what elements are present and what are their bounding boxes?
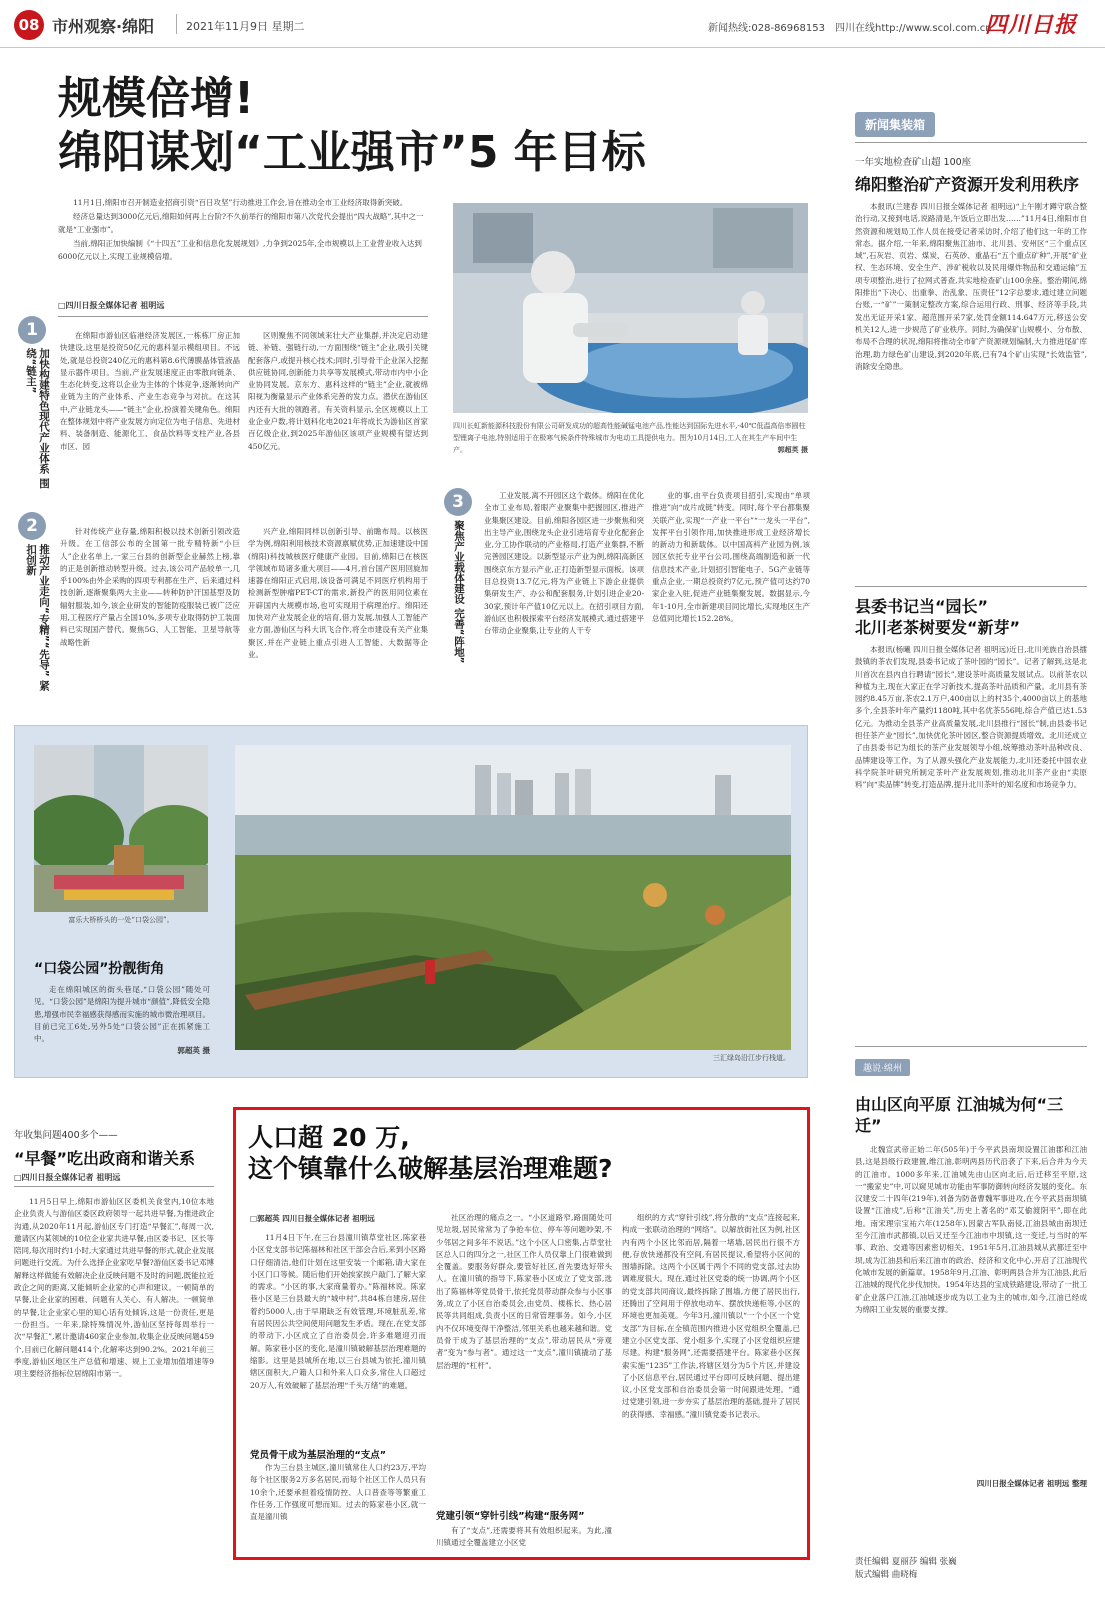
paragraph: 业的事,由平台负责项目招引,实现由“单项推进”向“成片成链”转变。同时,每个平台都集聚关联产业,实现“一产业一平台”“一龙头一平台”,发挥平台引领作用,加快推进形成工业经济增长的新动力和新载体。以中国高科产业园为例,该园区依托专业平台公司,围绕高端制造和新一代信息技术产业,计划招引智能电子、5G产业链等重点企业,一期总投资约7亿元,预产值可达约70家企业入驻,促进产业链集聚发展。数据显示,今年1-10月,全市新建项目同比增长,实现地区生产总值同比增长152.28%。 [652,491,810,623]
grassroots-subhead-1: 党员骨干成为基层治理的“支点” [250,1450,386,1461]
paragraph: 北魏宣武帝正始二年(505年)于今平武县南坝设置江油郡和江油县,这是县级行政建置,维江油,彰明两县历代沿袭了下来,后合并为今天的江油市。1000多年来,江油城先由山区向北后,后迁移至平原,这一“搬家史”中,可以窥见城市功能由军事防御转向经济发展的变化。东汉建安二十四年(219年),刘备为防备曹魏军事进攻,在今平武县南坝镇设置“江油戍”,后称“江油关”,历史上著名的“邓艾偷渡阴平”,即在此地。南宋理宗宝祐六年(1258年),因蒙古军队南侵,江油县城由南坝迁至今江油市武都镇,以后又迁至今江油市中坝镇,这一变迁,与当时的军事、政治、交通等因素密切相关。1951年5月,江油县城从武都迁至中坝,成为江油县和后来江油市的政治、经济和文化中心,开启了江油现代化城市发展的新篇章。1958年9月,江油、彰明两县合并为江油县,此后江油城的现代化步伐加快。1954年达县的宝成铁路建设,带动了一批工矿企业落户江油,江油城逐步成为以工业为主的城市,如今,江油已经成为绵阳工业发展的重要支撑。 [855,1145,1087,1314]
paragraph: 作为三台县主城区,潼川镇常住人口约23万,平均每个社区服务2万多名居民,而每个社区工作人员只有10余个,还要承担着疫情防控、人口普查等等繁重工作任务,工作强度可想而知。过去的陈家巷小区,就一直是潼川镇 [250,1463,426,1522]
pocket-park-text [34,984,210,1064]
paragraph: 兴产业,绵阳同样以创新引导、前瞻布局。以核医学为例,绵阳利用核技术资源禀赋优势,正加速建设中国(绵阳)科技城核医疗健康产业园。目前,绵阳已在核医学领域布局诸多重大项目——4月,首台国产医用回旋加速器在绵阳正式启用,该设备可满足不同医疗机构用于检测新型肿瘤PET-CT的需求,新投产的医用同位素在开辟国内大规模市场,也可实现用于病理治疗。绵阳还加快对产业发展企业的培育,借力发展,加强人工智能产业方面,游仙区与科大讯飞合作,将全市建设有关产业集聚区,并在产业链上重点引进人工智能、大数据等企业。 [248,527,428,659]
park-image [34,745,208,912]
breakfast-byline: □四川日报全媒体记者 祖明远 [14,1173,121,1182]
section1-text-col1 [60,330,240,500]
grassroots-headline-line2: 这个镇靠什么破解基层治理难题? [248,1154,613,1183]
divider [14,1186,214,1187]
lead-paragraphs [58,196,426,264]
paragraph: 组织的方式“穿针引线”,将分散的“支点”连接起来,构成一张联动治理的“网络”。以解放街社区为例,社区内有两个小区比邻而居,隔着一堵墙,居民出行很不方便,存放快递都没有空间,有居民提议,希望将小区间的围墙拆除。这两个小区属于两个不同的党支部,过去协调难度很大。现在,通过社区党委的统一协调,两个小区的党支部共同商议,最终拆除了围墙,方便了居民出行,还腾出了空间用于停放电动车、摆放快递柜等,小区的环境也更加美观。今年3月,潼川镇以“一个小区一个党支部”为目标,在全镇范围内推进小区党组织全覆盖,已建立小区党支部、党小组多个,实现了小区党组织应建尽建。构建“服务网”,还需要搭建平台。陈家巷小区探索实施“1235”工作法,将辖区划分为5个片区,并建设了小区信息平台,居民通过平台即可反映问题、提出建议,小区党支部和自治委员会第一时间跟进处理。“通过党建引领,进一步夯实了基层治理的基础,提升了居民的获得感、幸福感。”潼川镇党委书记表示。 [622,1213,800,1419]
paragraph: 工业发展,离不开园区这个载体。绵阳在优化全市工业布局,着眼产业聚集中把握园区,推进产业集聚区建设。目前,绵阳各园区进一步聚焦和突出主导产业,围绕龙头企业引进培育专业化配套企业,分工协作联动的产业格局,打造产业集群,不断完善园区建设。以新型显示产业为例,绵阳高新区围绕京东方显示产业,正打造新型显示面板。该项目总投资13.7亿元,将为产业链上下游企业提供集研发生产、办公和配套服务,计划引进企业20-30家,预计年产值10亿元以上。在招引项目方面,游仙区也积极探索平台经济发展模式,通过搭建平台带动企业聚集,让专业的人干专 [484,491,644,636]
section3-title: 聚焦产业载体建设 完善“阵地” [453,520,465,664]
paragraph: 11月4日下午,在三台县潼川镇草堂社区,陈家巷小区党支部书记陈福林和社区干部会合后,来到小区路口仔细清洁,他们计划在这里安装一个邮箱,请大家在小区门口等候。随后他们开始挨家挨户敲门,了解大家的需求。“小区的事,大家商量着办。”陈福林说。陈家巷小区是三台县最大的“城中村”,共84栋自建房,居住着约5000人,由于早期缺乏有效管理,环境脏乱差,常有居民因公共空间使用问题发生矛盾。现在,在党支部的带动下,小区成立了自治委员会,许多难题迎刃而解。陈家巷小区的变化,是潼川镇破解基层治理难题的缩影。这里是县城所在地,以三台县城为依托,潼川镇辖区面积大,户籍人口和外来人口众多,常住人口超过20万人,有效破解了基层治理“千头万绪”的难题。 [250,1233,426,1390]
mining-title: 绵阳整治矿产资源开发利用秩序 [855,175,1080,194]
divider [855,1046,1087,1047]
breakfast-kicker: 年收集问题400多个—— [14,1130,118,1141]
masthead [0,0,1105,48]
tea-title: 北川老茶树要发“新芽” [855,618,1021,637]
pocket-park-title: “口袋公园”扮靓街角 [34,961,165,977]
grassroots-col1-b [250,1462,426,1554]
factory-worker-image [453,203,808,413]
paragraph: 在绵阳市游仙区临港经济发展区,一栋栋厂房正加快建设,这里是投资50亿元的惠科显示模组项目。不远处,就是总投资240亿元的惠科第8.6代薄膜晶体管液晶显示器件项目。当前,产业发展速度正由零散向链条、生态化转变,这将以企业为主体的个体竞争,逐渐转向产业链为主的产业体系、产业生态竞争与对抗。在这其中,产业链龙头——“链主”企业,扮演着关键角色。绵阳在整体规划中将产业发展方向定位为电子信息、先进材料、装备制造、能源化工、食品饮料等支柱产业,各县市区、园 [60,331,240,451]
section2-text-col1 [60,526,240,704]
grassroots-subhead-2: 党建引领“穿针引线”构建“服务网” [436,1511,585,1522]
main-headline [58,72,818,180]
grassroots-headline [248,1122,808,1184]
mining-text [855,201,1087,529]
grassroots-col2 [436,1212,612,1496]
mining-kicker: 一年实地检查矿山超 100座 [855,157,972,168]
section1-title: 加快构建特色现代产业体系 围绕“链主” [25,348,50,489]
paragraph: 本报讯(杨曦 四川日报全媒体记者 祖明远)近日,北川羌族自治县擂鼓镇的茶农们发现,县委书记成了茶叶园的“园长”。记者了解到,这是北川首次在县内自行聘请“园长”,建设茶叶高质量发展试点。以前茶农以种植为主,现在大家正在学习新技术,提高茶叶品质和产量。北川县有茶园约8.45万亩,茶农2.1万户,400亩以上的村35个,4000亩以上的基地多个,全县茶叶年产量约1180吨,其中名优茶556吨,综合产值已达1.53亿元。为推动全县茶产业高质量发展,北川县推行“园长”制,由县委书记担任茶产业“园长”,加快优化茶叶园区,整合资源提质增效。北川还成立了由县委书记为组长的茶产业发展领导小组,统筹推动茶叶品种改良、品牌建设等工作。为了从源头强化产业发展能力,北川还委托中国农业科学院茶叶研究所制定茶叶产业发展规划,推动北川茶产业由“卖原料”向“卖品牌”转变,打造品牌,提升北川茶叶的知名度和市场竞争力。 [855,645,1087,790]
section-name: 市州观察·绵阳 [52,17,155,36]
tea-kicker: 县委书记当“园长” [855,597,989,616]
divider [176,14,177,34]
breakfast-text [14,1196,214,1560]
section1-text-col2 [248,330,428,500]
jiangyou-article [855,1056,1087,1489]
grassroots-col2-b [436,1525,612,1555]
newspaper-logo: 四川日报 [985,12,1078,38]
paragraph: 11月5日早上,绵阳市游仙区区委机关食堂内,10位本地企业负责人与游仙区委区政府领导一起共进早餐,为推进政企沟通,从2020年11月起,游仙区专门打造“早餐汇”,每周一次,邀请区内某领域的10位企业家共进早餐,由区委书记、区长等陪同,每次用时约1小时,大家通过共进早餐的形式,就企业发展问题进行交流。为什么选择企业家吃早餐?游仙区委书记邓博解释这样做能有效解决企业反映问题不及时的问题,既能拉近政企之间的距离,又能倾听企业家的心声和建议。一顿简单的早餐,让企业家的困难、问题有人关心、有人解决。一顿简单的早餐,让企业家心里的知心话有处倾诉,这是一份责任,更是一份担当。一年来,除特殊情况外,游仙区坚持每周举行一次“早餐汇”,累计邀请460家企业参加,收集企业反映问题459个,目前已化解问题414个,化解率达到90.2%。2021年前三季度,游仙区地区生产总值和增速、规上工业增加值增速等9项主要经济指标位居绵阳市第一。 [14,1197,214,1379]
paragraph: 本报讯(兰建春 四川日报全媒体记者 祖明远)“上午刚才蹲守联合整治行动,又接到电话,说路清是,午饭后立即出发……”11月4日,绵阳市自然资源和规划局工作人员在接受记者采访时,介绍了他们这一年的工作常态。据介绍,一年来,绵阳聚焦江油市、北川县、安州区“三个重点区域”,石灰岩、页岩、煤炭、石英砂、重晶石“五个重点矿种”,开展“矿业权、生态环境、安全生产、涉矿税收以及民用爆炸物品和交通运输”五项专项整治,进行了拉网式普查,共实地检查矿山100余座。整治期间,绵阳排出“下决心、出重拳、治乱象、压责任”12字总要求,通过建立问题台账,一“矿”一策制定整改方案,综合运用行政、刑事、经济等手段,共发出无证开采1家、超范围开采7家,处罚金额114.647万元,移送公安机关12人,进一步规范了矿业秩序。同时,为确保矿山规模小、分布散、布局不合理的状况,绵阳将推动全市矿产资源规划编制,大力推进尾矿库治理,助力绿色矿山建设,到2020年底,已有74个矿山实现“长效监管”,消除安全隐患。 [855,202,1087,371]
main-headline-line1: 规模倍增! [58,73,255,124]
pocket-park-right-caption: 三汇绿岛沿江步行栈道。 [713,1054,790,1062]
editor-credits [855,1556,957,1582]
news-container-section [855,112,1087,137]
pocket-park-left-caption: 富乐大桥桥头的一处“口袋公园”。 [68,916,174,924]
main-headline-line2: 绵阳谋划“工业强市”5 年目标 [58,127,646,178]
grassroots-byline: □郭超英 四川日报全媒体记者 祖明远 [250,1214,375,1223]
paragraph: 有了“支点”,还需要将其有效组织起来。为此,潼川镇通过全覆盖建立小区党 [436,1526,612,1548]
grassroots-col1 [250,1232,426,1442]
mining-article [855,154,1087,529]
editor-credit-line: 责任编辑 夏丽莎 编辑 张巍 [855,1557,957,1567]
section-number-badge: 1 [18,316,46,344]
section-number-badge: 3 [444,488,472,516]
section3-text-col2 [652,490,810,704]
publication-date: 2021年11月9日 星期二 [186,20,305,33]
divider [855,142,1087,143]
paragraph: 走在绵阳城区的街头巷尾,“口袋公园”随处可见。“口袋公园”是绵阳为提升城市“颜值”,降低安全隐患,增强市民幸福感获得感而实施的城市微治理项目。目前已完工6处,另外5处“口袋公园”正在抓紧施工中。 [34,985,210,1044]
photo-credit: 郭超英 摄 [777,445,808,454]
breakfast-title: “早餐”吃出政商和谐关系 [14,1149,196,1168]
editor-credit-line: 版式编辑 曲晓梅 [855,1570,918,1580]
tea-text [855,644,1087,1009]
riverside-boardwalk-photo [235,745,791,1050]
section-number-badge: 2 [18,512,46,540]
divider [58,316,428,317]
section2-title: 推动产业走向“专精”“先导” 紧扣创新 [25,544,50,691]
jiangyou-credit: 四川日报全媒体记者 祖明远 整理 [976,1479,1087,1488]
section3-text-col1 [484,490,644,704]
tea-article [855,596,1087,1009]
paragraph: 针对传统产业存量,绵阳积极以技术创新引领改造升级。在工信部公布的全国第一批专精特新“小巨人”企业名单上,一家三台县的创新型企业赫然上榜,靠的正是创新推动转型升级。过去,该公司产品较单一,几乎100%由外企采购的四项专利都在生产、后来通过科技创新,逐渐聚集两大主业——转种防护汗国基型及防辐射服装,如今,该企业研发的智能防疫服装已被广泛应用,工程医疗产量占全国10%,多项专业取得防护工装面料已实现国产替代。聚焦5G、人工智能、卫星导航等战略性新 [60,527,240,647]
website-link[interactable]: 四川在线http://www.scol.com.cn [835,23,992,34]
lead-paragraph: 当前,绵阳正加快编制《“十四五”工业和信息化发展规划》,力争到2025年,全市规模以上工业营业收入达到6000亿元以上,实现工业规模倍增。 [58,239,422,261]
factory-photo [453,203,808,413]
paragraph: 区则聚焦不同领域来壮大产业集群,并决定启动建链、补链、强链行动,一方面围绕“链主”企业,吸引关键配套落户,或提升核心技术;同时,引导骨干企业深入挖掘供应链协同,创新能力共享等发展模式,带动市内中小企业协同发展。京东方、惠科这样的“链主”企业,就被绵阳视为衡量显示产业体系完善的发力点。潜伏在游仙区内还有大批的领跑者。有关资料显示,全区规模以上工业企业户数,将计划科化电2021年将成长为游仙区首家百亿级企业,到2025年游仙区该项产业规模有望达到450亿元。 [248,331,428,451]
jiangyou-tag: 趣说·绵州 [855,1059,910,1076]
section2-text-col2 [248,526,428,704]
caption-text: 四川长虹新能源科技股份有限公司研发成功的超高性能碱锰电池产品,性能达到国际先进水平,-40℃低温高倍率圆柱型锂离子电池,特别适用于在极寒气候条件特殊城市为电动工具提供电力。图为10月14日,工人在其生产车间中生产。 [453,422,806,454]
main-byline: □四川日报全媒体记者 祖明远 [58,301,165,310]
jiangyou-text [855,1144,1087,1478]
paragraph: 社区治理的痛点之一。“小区道路窄,路面随处可见垃圾,居民常常为了争抢车位、停车等问题吵架,不少邻居之间多年不说话。”这个小区人口密集,占草堂社区总人口的四分之一,社区工作人员仅靠上门很难做到全覆盖。要服务好群众,要管好社区,首先要选好带头人。在潼川镇的指导下,陈家巷小区成立了党支部,选出了陈福林等党员骨干,依托党员带动群众参与小区事务,成立了小区自治委员会,由党员、楼栋长、热心居民等共同组成,负责小区的日常管理事务。如今,小区内不仅环境变得干净整洁,邻里关系也越来越和谐。党员骨干成为了基层治理的“支点”,带动居民从“旁观者”变为“参与者”。通过这一“支点”,潼川镇撬动了基层治理的“杠杆”。 [436,1213,612,1370]
jiangyou-title: 由山区向平原 江油城为何“三迁” [855,1095,1064,1135]
news-hotline: 新闻热线:028-86968153 [708,23,825,34]
grassroots-headline-line1: 人口超 20 万, [248,1123,410,1152]
page-number-badge: 08 [14,10,44,40]
riverside-image [235,745,791,1050]
photo-credit: 郭超英 摄 [177,1046,210,1056]
factory-photo-caption [453,420,808,456]
news-container-tag: 新闻集装箱 [855,112,935,137]
lead-paragraph: 11月1日,绵阳市召开制造业招商引资“百日攻坚”行动推进工作会,旨在推动全市工业经济取得新突破。 [73,198,408,207]
divider [855,586,1087,587]
grassroots-col3 [622,1212,800,1554]
pocket-park-photo [34,745,208,912]
lead-paragraph: 经济总量达到3000亿元后,绵阳如何再上台阶?不久前举行的绵阳市第八次党代会提出“四大战略”,其中之一就是“工业强市”。 [58,212,424,234]
